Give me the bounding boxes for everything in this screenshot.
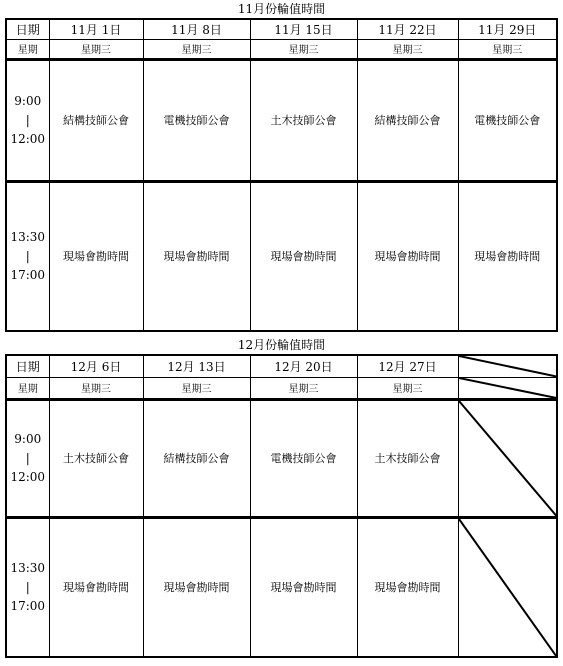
- duty-cell: 現場會勘時間: [458, 181, 557, 331]
- duty-cell: 電機技師公會: [143, 59, 250, 181]
- weekday-header-label: 星期: [6, 39, 49, 59]
- date-header-label: 日期: [6, 355, 49, 377]
- duty-cell: 現場會勘時間: [49, 181, 143, 331]
- empty-slashed-cell: [458, 377, 557, 399]
- weekday-row: [6, 39, 557, 59]
- duty-cell: 現場會勘時間: [250, 517, 357, 657]
- date-cell: 11月 15日: [250, 19, 357, 39]
- diagonal-strike: [459, 401, 557, 516]
- duty-cell: 結構技師公會: [357, 59, 458, 181]
- date-header-label: 日期: [6, 19, 49, 39]
- weekday-cell: 星期三: [49, 39, 143, 59]
- duty-cell: 土木技師公會: [49, 399, 143, 517]
- morning-time-slot: [6, 59, 49, 181]
- date-cell: 11月 1日: [49, 19, 143, 39]
- weekday-cell: 星期三: [250, 39, 357, 59]
- date-cell: 12月 27日: [357, 355, 458, 377]
- date-cell: 11月 8日: [143, 19, 250, 39]
- weekday-cell: 星期三: [143, 377, 250, 399]
- date-cell: 11月 22日: [357, 19, 458, 39]
- afternoon-row: [6, 517, 557, 657]
- duty-cell: 現場會勘時間: [49, 517, 143, 657]
- afternoon-time-slot: [6, 517, 49, 657]
- afternoon-time-slot: [6, 181, 49, 331]
- duty-cell: 現場會勘時間: [143, 517, 250, 657]
- december-schedule-table: [5, 354, 558, 658]
- empty-slashed-cell: [458, 399, 557, 517]
- date-cell: 12月 20日: [250, 355, 357, 377]
- time-separator: |: [25, 248, 30, 263]
- time-start: 13:30: [10, 560, 46, 575]
- november-schedule-table: [5, 18, 558, 332]
- date-cell: 11月 29日: [458, 19, 557, 39]
- duty-cell: 現場會勘時間: [250, 181, 357, 331]
- duty-cell: 電機技師公會: [250, 399, 357, 517]
- december-title: 12月份輪值時間: [237, 338, 326, 352]
- duty-cell: 土木技師公會: [250, 59, 357, 181]
- duty-cell: 土木技師公會: [357, 399, 458, 517]
- duty-cell: 現場會勘時間: [357, 517, 458, 657]
- weekday-header-label: 星期: [6, 377, 49, 399]
- time-separator: |: [25, 450, 30, 465]
- time-start: 9:00: [14, 431, 42, 446]
- time-separator: |: [25, 579, 30, 594]
- duty-cell: 電機技師公會: [458, 59, 557, 181]
- duty-cell: 結構技師公會: [49, 59, 143, 181]
- november-title: 11月份輪值時間: [237, 2, 326, 16]
- date-row: [6, 19, 557, 39]
- diagonal-strike: [459, 519, 557, 657]
- afternoon-row: [6, 181, 557, 331]
- time-separator: |: [25, 112, 30, 127]
- date-cell: 12月 6日: [49, 355, 143, 377]
- morning-row: [6, 399, 557, 517]
- empty-slashed-cell: [458, 355, 557, 377]
- weekday-row: [6, 377, 557, 399]
- morning-time-slot: [6, 399, 49, 517]
- empty-slashed-cell: [458, 517, 557, 657]
- date-row: [6, 355, 557, 377]
- duty-cell: 結構技師公會: [143, 399, 250, 517]
- weekday-cell: 星期三: [357, 377, 458, 399]
- weekday-cell: 星期三: [49, 377, 143, 399]
- time-end: 12:00: [10, 469, 46, 484]
- time-end: 17:00: [10, 598, 46, 613]
- time-end: 12:00: [10, 131, 46, 146]
- diagonal-strike: [459, 356, 557, 377]
- diagonal-strike: [459, 378, 557, 398]
- time-start: 13:30: [10, 229, 46, 244]
- date-cell: 12月 13日: [143, 355, 250, 377]
- weekday-cell: 星期三: [143, 39, 250, 59]
- weekday-cell: 星期三: [250, 377, 357, 399]
- time-end: 17:00: [10, 267, 46, 282]
- weekday-cell: 星期三: [357, 39, 458, 59]
- duty-cell: 現場會勘時間: [143, 181, 250, 331]
- time-start: 9:00: [14, 93, 42, 108]
- morning-row: [6, 59, 557, 181]
- weekday-cell: 星期三: [458, 39, 557, 59]
- duty-cell: 現場會勘時間: [357, 181, 458, 331]
